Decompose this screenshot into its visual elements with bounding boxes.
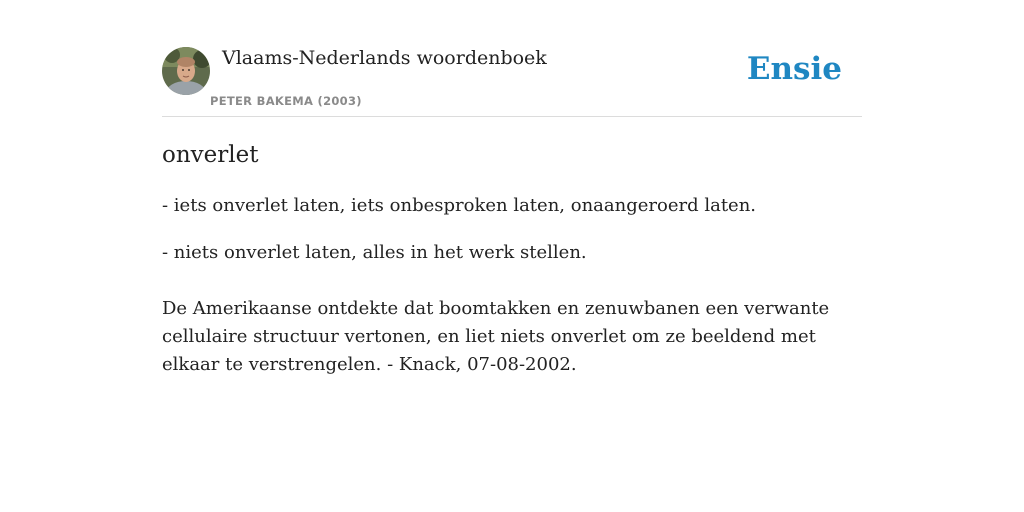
ensie-logo-link[interactable]: Ensie	[746, 51, 842, 87]
entry-header	[162, 0, 862, 117]
meaning-1: - iets onverlet laten, iets onbesproken laten, onaangeroerd laten.	[162, 195, 757, 216]
meaning-2: - niets onverlet laten, alles in het werk stellen.	[162, 242, 587, 263]
dictionary-title[interactable]: Vlaams-Nederlands woordenboek	[222, 47, 547, 69]
example-quote: De Amerikaanse ontdekte dat boomtakken en zenuwbanen een verwante cellulaire structuur vertonen, en liet niets onverlet om ze beeldend met elkaar te verstrengelen. - Knack, 07-08-2002.	[162, 298, 830, 375]
headword: onverlet	[162, 142, 259, 168]
author-avatar[interactable]	[162, 47, 210, 95]
author-name[interactable]: PETER BAKEMA (2003)	[210, 94, 362, 108]
page-container	[162, 0, 862, 375]
author-photo-icon	[162, 47, 210, 95]
